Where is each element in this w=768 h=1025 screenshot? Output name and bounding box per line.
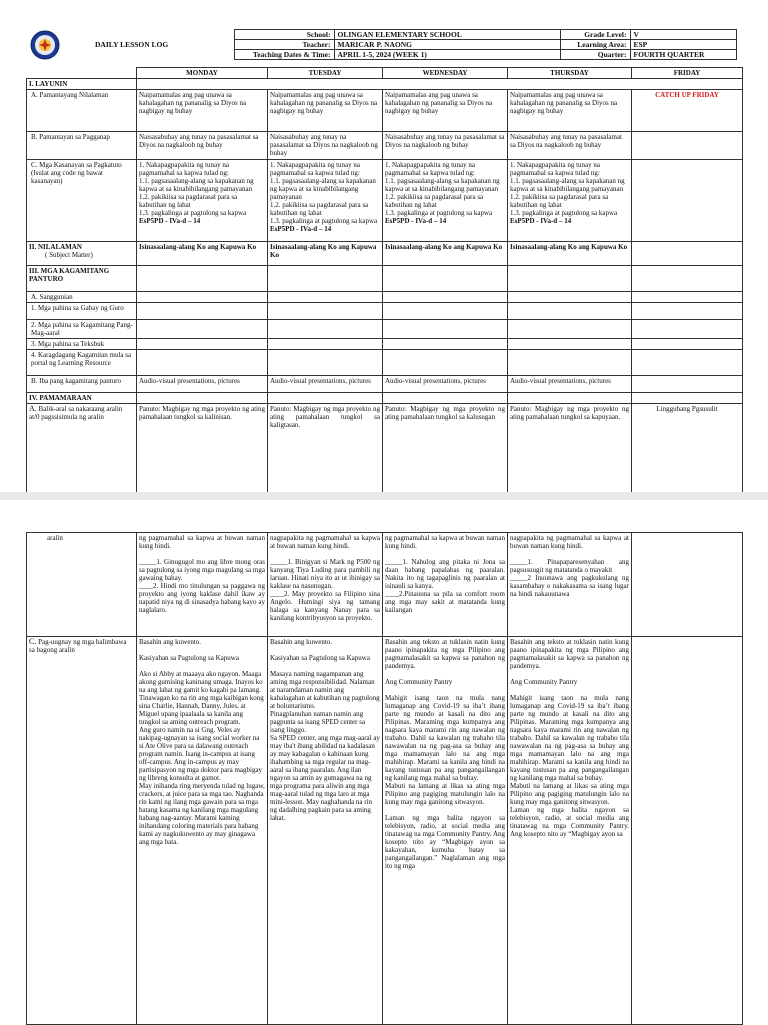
tue-balik-aral: Panuto: Magbigay ng mga proyekto ng ating pamahalaan tungkol sa kaligtasan.	[268, 404, 383, 508]
mon-paghahabi-items: ng pagmamahal sa kapwa at buwan naman kung hindi. _____1. Ginugugol mo ang libre mong oras sa pagtulong sa iyong mga magulang sa mga gawaing bahay. ____2. Hindi mo tinulungan sa paggawa ng proyekto ang iyong kaklase dahil ikaw ay napatid niya ng di sinasadya habang kayo ay naglalaro.	[137, 533, 268, 637]
mon-nilalaman: Isinasaalang-alang Ko ang Kapuwa Ko	[137, 242, 268, 266]
nilalaman-label	[27, 242, 137, 266]
kasanayan-text: 1. Nakapagpapakita ng tunay na pagmamahal sa kapwa tulad ng: 1.1. pagsasaalang-alang sa kapakanan ng kapwa at sa kinabibilangang pamayanan 1.2. pakikiisa sa pagdarasal para sa kabutihan ng lahat 1.3. pagkalinga at pagtulong sa kapwa	[385, 161, 500, 217]
thu-nilalaman: Isinasaalang-alang Ko ang Kapuwa Ko	[508, 242, 632, 266]
kagamitang-mag-aaral-label: 2. Mga pahina sa Kagamitang Pang-Mag-aaral	[27, 320, 137, 339]
tue-pam-nil: Naipamamalas ang pag unawa sa kahalagahan ng pananalig sa Diyos na nagbigay ng buhay	[268, 90, 383, 132]
page-one	[0, 0, 768, 492]
wed-nilalaman: Isinasaalang-alang Ko ang Kapuwa Ko	[383, 242, 508, 266]
kasanayan-code: EsP5PD - IVa-d – 14	[139, 217, 201, 225]
nilalaman-sub: ( Subject Matter)	[45, 251, 93, 259]
mon-kuwento: Basahin ang kuwento. Kasiyahan sa Pagtulong sa Kapuwa Ako si Abby at maaaya ako ngayon. Maaga akong gumising kaninang umaga. Inayos ko na ang lahat ng gamit ko kagabi pa lamang. Tinawagan ko na rin ang mga kaibigan kong sina Charlie, Hannah, Danny, Jules, at Miguel upang ipaalaala sa kanila ang tungkol sa aming outreach program. Ang guro namin na si Gng. Veles ay nakipag-ugnayan sa isang social worker na si Ate Olive para sa dalawang outreach program namin. Isang in-campus at isang off-campus. Ang in-campus ay may partisipasyon ng mga doktor para magbigay ng libreng konsulta at gamot. May inihanda ring meryenda tulad ng lugaw, crackers, at juice para sa mga tao. Naghanda rin kami ng ilang mga gawain para sa mga batang kasama ng kanilang mga magulang habang nag-aantay. Marami kaming inihandang coloring materials para habang kami ay nagkukuwento ay may ginagawa ang mga bata.	[137, 637, 268, 1025]
kasanayan-code: EsP5PD - IVa-d – 14	[510, 217, 572, 225]
paghahabi-cont-label: aralin	[27, 533, 137, 637]
school-value: OLINGAN ELEMENTARY SCHOOL	[334, 30, 560, 40]
thu-kasanayan	[508, 160, 632, 242]
nilalaman-title: II. NILALAMAN	[29, 243, 82, 251]
thu-pam-gap: Naisasabuhay ang tunay na pasasalamat sa Diyos na nagkaloob ng buhay	[508, 132, 632, 160]
sanggunian-label: A. Sanggunian	[27, 292, 137, 303]
dates-value: APRIL 1-5, 2024 (WEEK 1)	[334, 50, 560, 60]
kasanayan-label: C. Mga Kasanayan sa Pagkatuto (Isulat ang code ng bawat kasanayan)	[27, 160, 137, 242]
tue-pam-gap: Naisasabuhay ang tunay na pasasalamat sa Diyos na nagkaloob ng buhay	[268, 132, 383, 160]
day-wednesday: WEDNESDAY	[383, 68, 508, 79]
balik-aral-text: Balik-aral sa nakaraang aralin at/0 pagssisimula ng aralin	[29, 405, 123, 421]
day-tuesday: TUESDAY	[268, 68, 383, 79]
iba-kagamitan-label: B. Iba pang kagamitang panturo	[27, 376, 137, 393]
tue-paghahabi-items: nagpapakita ng pagmamahal sa kapwa at buwan naman kung hindi. _____1. Binigyan si Mark ng P500 ng kanyang Tiya Luding para pambili ng laruan. Hinati niya ito at ut ibinigay sa kaklase na nasunugan. ____2. May proyekto sa Filipino sina Angelo. Humingi siya ng tamang halaga sa kanyang Nanay para sa kanilang kontribyusyon sa proyekto.	[268, 533, 383, 637]
mon-iba-kagamitan: Audio-visual presentations, pictures	[137, 376, 268, 393]
section-layunin: I. LAYUNIN	[27, 79, 137, 90]
gabay-guro-label: 1. Mga pahina sa Gabay ng Guro	[27, 303, 137, 320]
kasanayan-text: 1. Nakapagpapakita ng tunay na pagmamahal sa kapwa tulad ng: 1.1. pagsasaalang-alang sa kapakanan ng kapwa at sa kinabibilangang pamayanan 1.2. pakikiisa sa pagdarasal para sa kabutihan ng lahat 1.3. pagkalinga at pagtulong sa kapwa	[270, 161, 378, 225]
pag-uugnay-label	[27, 637, 137, 1025]
karagdagang-kagamitan-label: 4. Karagdagang Kagamitan mula sa portal ng Learning Resource	[27, 350, 137, 376]
day-monday: MONDAY	[137, 68, 268, 79]
dates-label: Teaching Dates & Time:	[234, 50, 334, 60]
wed-iba-kagamitan: Audio-visual presentations, pictures	[383, 376, 508, 393]
school-label: School:	[234, 30, 334, 40]
wed-balik-aral: Panuto: Magbigay ng mga proyekto ng ating pamahalaan tungkol sa kalusugan	[383, 404, 508, 508]
pamamaraan-label: IV. PAMAMARAAN	[27, 393, 137, 404]
day-friday: FRIDAY	[632, 68, 743, 79]
mon-balik-aral: Panuto: Magbigay ng mga proyekto ng ating pamahalaan tungkol sa kalinisan.	[137, 404, 268, 508]
kasanayan-code: EsP5PD - IVa-d – 14	[385, 217, 447, 225]
thu-teksto: Basahin ang teksto at tuklasin natin kung paano ipinapakita ng mga Pilipino ang pagmamalasakit sa kapwa sa panahon ng pandemya. Ang Community Pantry Mahigit isang taon na mula nang lumaganap ang Covid-19 sa ibaʼt ibang parte ng mundo at kasali na dito ang Pilipinas. Maraming mga kumpanya ang nagsara kaya marami rin ang nawalan ng trabaho. Dahil sa kawalan ng trabaho tila nawawalan na ng pag-asa sa buhay ang mga mamamayan lalo na ang mga mahihirap. Marami sa kanila ang hindi na kayang tustusan pa ang pangangailangan ng kanilang mga mahal sa buhay. Mabuti na lamang at likas sa ating mga Pilipino ang pagiging matulungin lalo na kung may mga ganitong sitwasyon. Laman ng mga balita ngayon sa telebisyon, radio, at social media ang tinatawag na mga Community Pantry. Ang kosepto nito ay “Magbigay ayon sa	[508, 637, 632, 1025]
log-title: DAILY LESSON LOG	[95, 40, 169, 49]
teacher-label: Teacher:	[234, 40, 334, 50]
kagamitan-label: III. MGA KAGAMITANG PANTURO	[27, 266, 137, 292]
grade-value: V	[630, 30, 736, 40]
wed-pam-gap: Naisasabuhay ang tunay na pasasalamat sa Diyos na nagkaloob ng buhay	[383, 132, 508, 160]
mon-kasanayan	[137, 160, 268, 242]
page-gap	[0, 492, 768, 500]
lesson-table-continued	[26, 532, 743, 1025]
thu-pam-nil: Naipamamalas ang pag unawa sa kahalagahan ng pananalig sa Diyos na nagbigay ng buhay	[508, 90, 632, 132]
pag-uugnay-letter: C.	[29, 637, 37, 646]
tue-nilalaman: Isinasaalang-alang Ko ang Kapuwa Ko	[268, 242, 383, 266]
deped-seal-icon	[30, 30, 60, 60]
teacher-value: MARICAR P. NAONG	[334, 40, 560, 50]
teksbuk-label: 3. Mga pahina sa Teksbuk	[27, 339, 137, 350]
lesson-table	[26, 67, 743, 528]
pamantayan-pagganap-label: B. Pamantayan sa Pagganap	[27, 132, 137, 160]
quarter-value: FOURTH QUARTER	[630, 50, 736, 60]
wed-kasanayan	[383, 160, 508, 242]
grade-label: Grade Level:	[560, 30, 630, 40]
pamantayang-nilalaman-label: A. Pamantayang Nilalaman	[27, 90, 137, 132]
pag-uugnay-text: Pag-uugnay ng mga halimbawa sa bagong aralin	[29, 638, 127, 654]
mon-pam-nil: Naipamamalas ang pag unawa sa kahalagahan ng pananalig sa Diyos na nagbigay ng buhay	[137, 90, 268, 132]
tue-kasanayan	[268, 160, 383, 242]
thu-balik-aral: Panuto: Magbigay ng mga proyekto ng ating pamahalaan tungkol sa kapuyaan.	[508, 404, 632, 508]
quarter-label: Quarter:	[560, 50, 630, 60]
tue-iba-kagamitan: Audio-visual presentations, pictures	[268, 376, 383, 393]
thu-iba-kagamitan: Audio-visual presentations, pictures	[508, 376, 632, 393]
seal-cell	[26, 30, 92, 60]
area-value: ESP	[630, 40, 736, 50]
kasanayan-code: EsP5PD - IVa-d – 14	[270, 225, 332, 233]
tue-kuwento: Basahin ang kuwento. Kasiyahan sa Pagtulong sa Kapuwa Masaya naming nagampanan ang aming mga responsibilidad. Nalaman at naramdaman namin ang kahalagahan at kabutihan ng pagtulong at boluntarismo. Pinagplanuhan naman namin ang pagpunta sa isang SPED center sa isang linggo. Sa SPED center, ang mga mag-aaral ay may iba't ibang abilidad na kadalasan ay may kabagalan o kahinaan kung ihahambing sa mga regular na mag-aaral sa ibang paaralan. Ang ilan ngayon sa amin ay gumagawa na ng mga programa para aliwin ang mga mag-aaral tulad ng mga laro at mga mini-lesson. May naghahanda na rin ng dadalhing pagkain para sa aming lahat.	[268, 637, 383, 1025]
kasanayan-text: 1. Nakapagpapakita ng tunay na pagmamahal sa kapwa tulad ng: 1.1. pagsasaalang-alang sa kapakanan ng kapwa at sa kinabibilangang pamayanan 1.2. pakikiisa sa pagdarasal para sa kabutihan ng lahat 1.3. pagkalinga at pagtulong sa kapwa	[139, 161, 254, 217]
catch-up-friday: CATCH UP FRIDAY	[632, 90, 743, 132]
day-thursday: THURSDAY	[508, 68, 632, 79]
fri-balik-aral: Lingguhang Pgsusulit	[632, 404, 743, 508]
balik-aral-letter: A.	[29, 404, 37, 413]
area-label: Learning Area:	[560, 40, 630, 50]
header-table	[26, 29, 737, 60]
wed-pam-nil: Naipamamalas ang pag unawa sa kahalagahan ng pananalig sa Diyos na nagbigay ng buhay	[383, 90, 508, 132]
wed-teksto: Basahin ang teksto at tuklasin natin kung paano ipinapakita ng mga Pilipino ang pagmamalasakit sa kapwa sa panahon ng pandemya. Ang Community Pantry Mahigit isang taon na mula nang lumaganap ang Covid-19 sa ibaʼt ibang parte ng mundo at kasali na dito ang Pilipinas. Maraming mga kumpanya ang nagsara kaya marami rin ang nawalan ng trabaho. Dahil sa kawalan ng trabaho tila nawawalan na ng pag-asa sa buhay ang mga mamamayan lalo na ang mga mahihirap. Marami sa kanila ang hindi na kayang tustusan pa ang pangangailangan ng kanilang mga mahal sa buhay. Mabuti na lamang at likas sa ating mga Pilipino ang pagiging matulungin lalo na kung may mga ganitong sitwasyon. Laman ng mga balita ngayon sa telebisyon, radio, at social media ang tinatawag na mga Community Pantry. Ang kosepto nito ay “Magbigay ayon sa kakayahan, kumuha batay sa pangangailangan.” Naglalaman ang mga ito ng mga	[383, 637, 508, 1025]
thu-paghahabi-items: nagpapakita ng pagmamahal sa kapwa at buwan naman kung hindi. _____1. Pinapaparesenyahan ang pagsusuugit ng matatanda o mayakit _____2 Inuunawa ang pagkukulang ng kasambahay o nakakasama sa isang lugar na hindi nakauunawa	[508, 533, 632, 637]
wed-paghahabi-items: ng pagmamahal sa kapwa at buwan naman kung hindi. _____1. Nahulog ang pitaka ni Jona sa daan habang papalabas ng paaralan. Nakita ito ng tagapaglinis ng paaralan at isinauli sa kanya. ____2.Pinauuna sa pila sa comfort room ang mga may sakit at matatanda kung kailangan	[383, 533, 508, 637]
page-two	[0, 500, 768, 1024]
kasanayan-text: 1. Nakapagpapakita ng tunay na pagmamahal sa kapwa tulad ng: 1.1. pagsasaalang-alang sa kapakanan ng kapwa at sa kinabibilangang pamayanan 1.2. pakikiisa sa pagdarasal para sa kabutihan ng lahat 1.3. pagkalinga at pagtulong sa kapwa	[510, 161, 625, 217]
mon-pam-gap: Naisasabuhay ang tunay na pasasalamat sa Diyos na nagkaloob ng buhay	[137, 132, 268, 160]
